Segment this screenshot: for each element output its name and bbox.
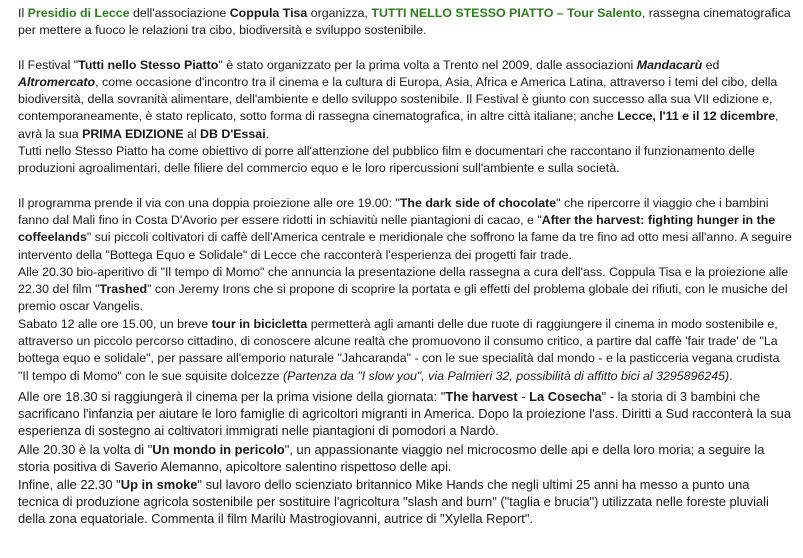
text: Il programma prende il via con una doppia proiezione alle ore 19.00: " [18,195,400,210]
saturday-paragraph-3 [18,476,793,528]
film-the-harvest: The harvest [445,388,518,404]
event-dates: Lecce, l'11 e il 12 dicembre [617,109,776,124]
text: ", un appassionante viaggio nel microcosmo delle api e della loro moria; a seguire la storia positiva di Saverio Alemanno, apicoltore salentino rispettoso delle api. [18,441,765,474]
association-name: Coppula Tisa [229,6,308,20]
presidio-name: Presidio di Lecce [27,6,130,20]
film-dark-side: The dark side of chocolate [399,195,557,210]
film-la-cosecha: La Cosecha [529,388,602,404]
text: . [265,126,270,141]
program-paragraph-3 [18,316,793,385]
text: dell'associazione [129,6,230,20]
text: - [517,388,530,404]
text: " sul lavoro dello scienziato britannico Mike Hands che negli ultimi 25 anni ha messo a punto una tecnica di produzione agricola sostenibile per sostituire l'agricoltura "slash and burn" ("taglia e brucia") utilizzata nelle foreste pluviali della zona equatoriale. Commenta il film Marilù Mastrogiovanni, autrice di "Xylella Report". [18,476,769,527]
film-after-harvest: After the harvest: fighting hunger in the coffeelands [18,212,776,245]
text: " è stato organizzato per la prima volta a Trento nel 2009, dalle associazioni [218,57,637,72]
text: " che ripercorre il viaggio che i bambini fanno dal Mali fino in Costa D'Avorio per essere ridotti in schiavitù nelle piantagioni di cacao, e " [18,195,769,227]
text: . [729,368,733,383]
text: Alle 20.30 è la volta di " [18,441,153,457]
mandacaru-name: Mandacarù [636,57,703,72]
venue-name: DB D'Essai [200,126,266,141]
bike-tour: tour in bicicletta [211,316,308,331]
program-paragraph-2 [18,264,793,316]
text: Alle 20.30 bio-aperitivo di "Il tempo di Momo" che annuncia la presentazione della rassegna a cura dell'ass. Coppula Tisa e la proiezione alle 22.30 del film " [18,264,789,297]
text: " - la storia di 3 bambini che sacrificano l'infanzia per aiutare le loro famiglie di agricoltori migranti in America. Dopo la proiezione l'ass. Diritti a Sud racconterà la sua esperienza di sostegno ai coltivatori immigrati nelle piantagioni di pomodori a Nardò. [18,388,791,439]
film-mondo-pericolo: Un mondo in pericolo [152,441,285,457]
festival-title: TUTTI NELLO STESSO PIATTO – Tour Salento [371,6,642,20]
program-paragraph-1 [18,195,793,264]
text: , avrà la sua [18,109,779,141]
festival-paragraph [18,57,793,143]
saturday-paragraph-2 [18,441,793,475]
text: al [183,126,201,141]
text: permetterà agli amanti delle due ruote di raggiungere il cinema in modo sostenibile e, attraverso un piccolo percorso cittadino, di conoscere alcune realtà che promuovono il consumo critico, a partire dal caffè 'fair trade' de "La bottega equo e solidale", per passare all'emporio naturale "Jahcaranda" - con le sue specialità dal mondo - e la pasticceria vegana crudista "Il tempo di Momo" con le sue squisite dolcezze [18,316,780,383]
text: Sabato 12 alle ore 15.00, un breve [18,316,212,331]
text: Alle ore 18.30 si raggiungerà il cinema per la prima visione della giornata: " [18,388,446,404]
saturday-paragraph-1 [18,388,793,440]
intro-paragraph [18,5,793,40]
objective-paragraph: Tutti nello Stesso Piatto ha come obiettivo di porre all'attenzione del pubblico film e documentari che raccontano il funzionamento delle produzioni agroalimentari, delle filiere del commercio equo e le loro ripercussioni sull'ambiente e sulla società. [18,144,755,176]
departure-note: (Partenza da "I slow you", via Palmieri 32, possibilità di affitto bici al 3295896245) [283,368,730,383]
text: Infine, alle 22.30 " [18,476,121,492]
altromercato-name: Altromercato [18,74,96,89]
text: , rassegna cinematografica per mettere a fuoco le relazioni tra cibo, biodiversità e sviluppo sostenibile. [18,6,791,38]
text: organizza, [307,6,372,20]
text: " con Jeremy Irons che si propone di scoprire la portata e gli effetti del problema globale dei rifiuti, con le musiche del premio oscar Vangelis. [18,282,788,314]
prima-edizione: PRIMA EDIZIONE [82,126,184,141]
text: ed [702,57,720,72]
film-trashed: Trashed [99,282,148,297]
text: Il [18,6,28,20]
text: " sui piccoli coltivatori di caffè dell'America centrale e meridionale che soffrono la fame da tre fino ad otto mesi all'anno. A seguire intervento della "Bottega Equo e Solidale" di Lecce che racconterà l'esperienza dei progetti fair trade. [18,230,792,262]
text: Il Festival " [18,57,79,72]
film-up-in-smoke: Up in smoke [120,476,198,492]
festival-name: Tutti nello Stesso Piatto [78,57,219,72]
text: , come occasione d'incontro tra il cinema e la cultura di Europa, Asia, Africa e America Latina, attraverso i temi del cibo, della biodiversità, della sovranità alimentare, dell'ambiente e dello sviluppo sostenibile. Il Festival è giunto con successo alla sua VII edizione e, contemporaneamente, è stato replicato, sotto forma di rassegna cinematografica, in altre città italiane; anche [18,74,778,124]
